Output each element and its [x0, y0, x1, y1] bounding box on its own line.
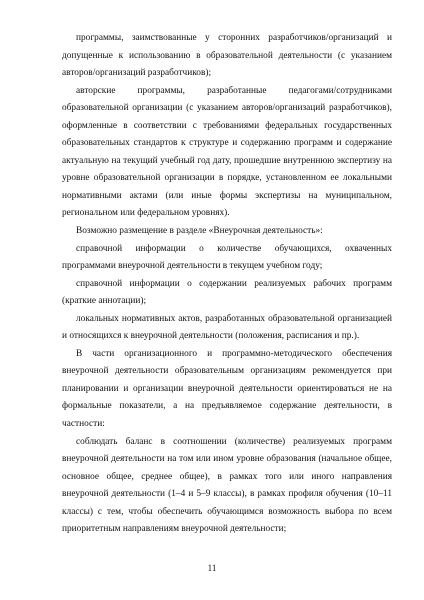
- page-number: 11: [207, 563, 217, 573]
- paragraph: соблюдать баланс в соотношении (количестве) реализуемых программ внеурочной деятельности на том или ином уровне образования (начальное общее, основное общее, среднее общее), в рамках того или иного направления внеурочной деятельности (1–4 и 5–9 классы), в рамках профиля обучения (10–11 классы) с тем, чтобы обеспечить обучающимся возможность выбора по всем приоритетным направлениям внеурочной деятельности;: [62, 436, 392, 535]
- paragraph: авторские программы, разработанные педагогами/сотрудниками образовательной организации (с указанием авторов/организаций разработчиков), оформленные в соответствии с требованиями федеральных государственных образовательных стандартов к структуре и содержанию программ и содержание актуальную на текущий учебный год дату, прошедшие внутреннюю экспертизу на уровне образовательной организации в порядке, установленном ее локальными нормативными актами (или иные формы экспертизы на муниципальном, региональном или федеральном уровнях).: [62, 85, 392, 219]
- page-body: [62, 30, 392, 539]
- paragraph: В части организационного и программно-методического обеспечения внеурочной деятельности образовательным организациям рекомендуется при планировании и организации внеурочной деятельности ориентироваться не на формальные показатели, а на предъявляемое содержание деятельности, в частности:: [62, 348, 392, 430]
- paragraph: справочной информации о содержании реализуемых рабочих программ (краткие аннотации);: [62, 278, 392, 307]
- paragraph: программы, заимствованные у сторонних разработчиков/организаций и допущенные к использованию в образовательной деятельности (с указанием авторов/организаций разработчиков);: [62, 33, 392, 79]
- paragraph: локальных нормативных актов, разработанных образовательной организацией и относящихся к внеурочной деятельности (положения, расписания и пр.).: [62, 313, 392, 342]
- paragraph: справочной информации о количестве обучающихся, охваченных программами внеурочной деятельности в текущем учебном году;: [62, 243, 392, 272]
- paragraph: Возможно размещение в разделе «Внеурочная деятельность»:: [76, 226, 323, 237]
